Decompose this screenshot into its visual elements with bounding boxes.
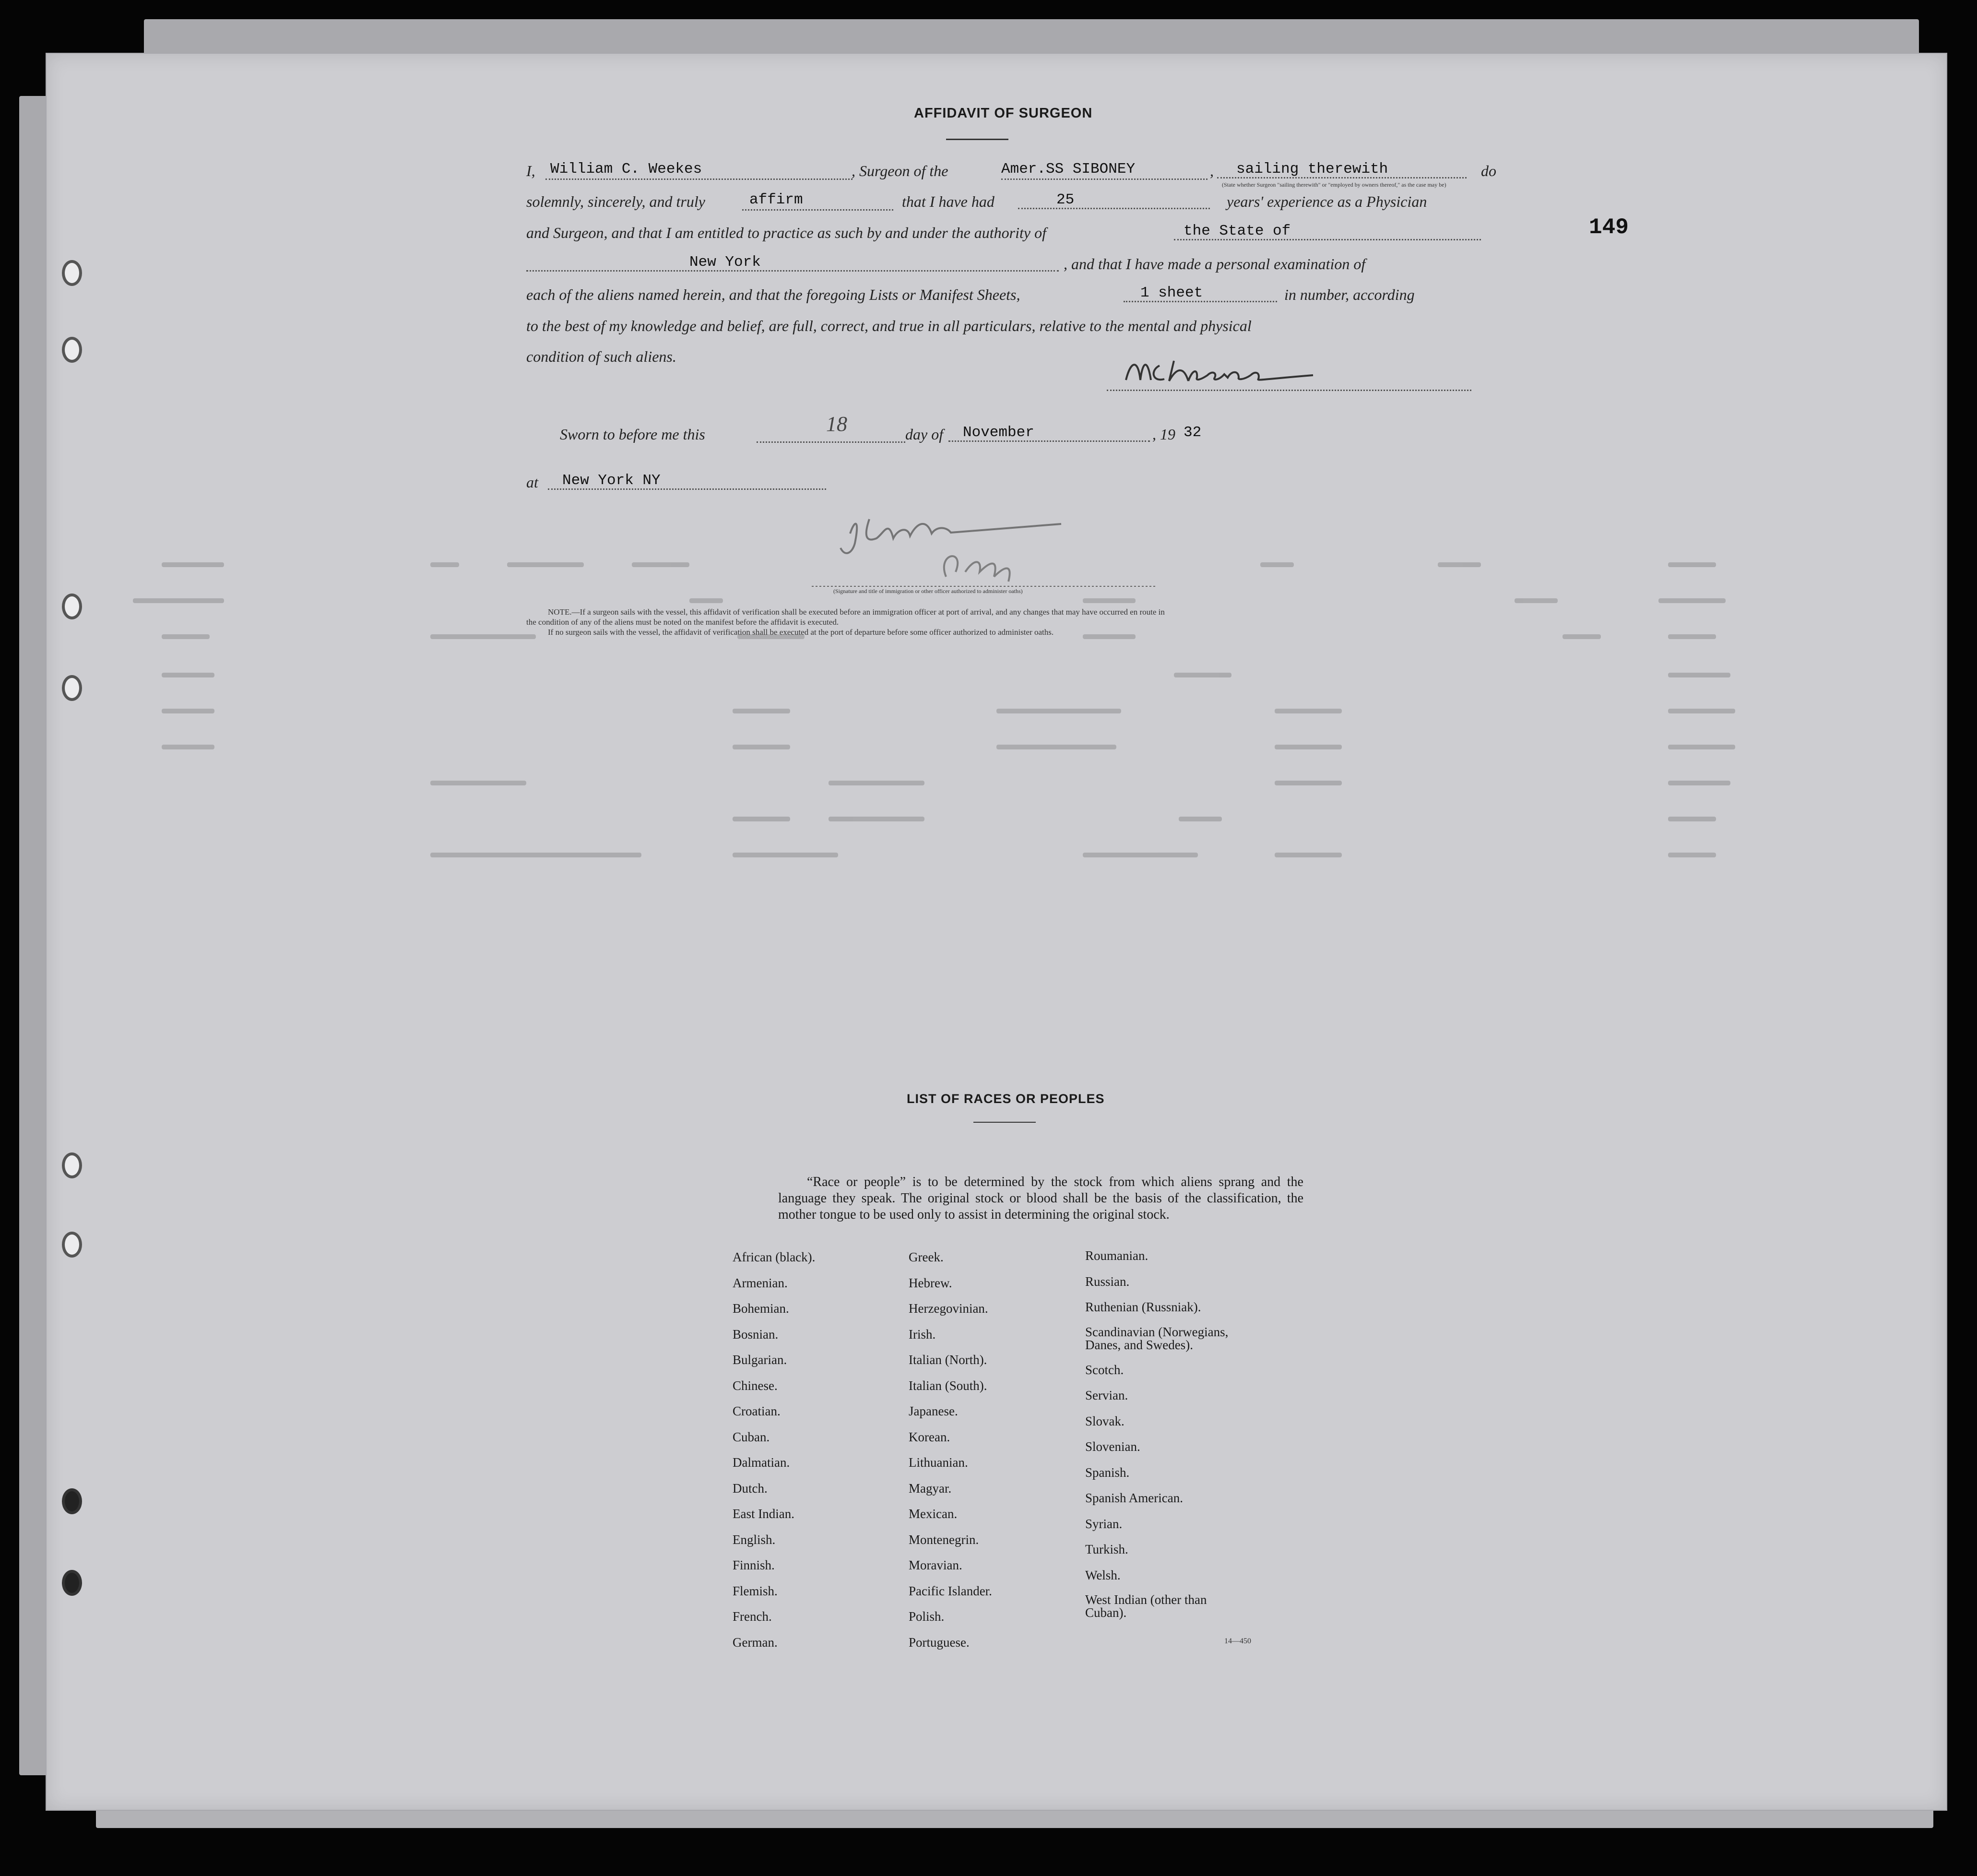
race-item: Turkish. xyxy=(1085,1542,1128,1556)
authority-field: the State of xyxy=(1174,223,1481,240)
race-item: Russian. xyxy=(1085,1274,1130,1289)
comma: , xyxy=(1210,162,1214,179)
race-item: Flemish. xyxy=(733,1583,778,1598)
race-item: Mexican. xyxy=(909,1507,958,1521)
sheets-field: 1 sheet xyxy=(1124,285,1277,302)
note-line-1: NOTE.—If a surgeon sails with the vessel, this affidavit of verification shall be executed before an immigration officer at port of arrival, and any changes that may have occurred en route in xyxy=(548,607,1165,617)
race-item: Greek. xyxy=(909,1250,944,1264)
race-item: Croatian. xyxy=(733,1404,781,1418)
binder-hole xyxy=(62,1488,82,1514)
races-column-2 xyxy=(909,1250,1091,1661)
race-item: Bulgarian. xyxy=(733,1353,787,1367)
officer-signature-caption: (Signature and title of immigration or other officer authorized to administer oaths) xyxy=(833,588,1023,594)
race-item: Roumanian. xyxy=(1085,1248,1148,1263)
status-note: (State whether Surgeon "sailing therewith" or "employed by owners thereof," as the case may be) xyxy=(1222,181,1446,188)
race-item: Welsh. xyxy=(1085,1567,1121,1582)
race-item: Spanish. xyxy=(1085,1465,1130,1480)
affidavit-line2-prefix: solemnly, sincerely, and truly xyxy=(526,193,705,210)
sworn-year-field: 32 xyxy=(1184,424,1202,441)
sworn-prefix: Sworn to before me this xyxy=(560,426,705,443)
affidavit-line3-prefix: and Surgeon, and that I am entitled to practice as such by and under the authority of xyxy=(526,224,1046,241)
binder-hole xyxy=(62,1570,82,1596)
race-item: Armenian. xyxy=(733,1275,788,1290)
affidavit-line2-suffix: years' experience as a Physician xyxy=(1227,193,1427,210)
affidavit-title: AFFIDAVIT OF SURGEON xyxy=(914,106,1093,121)
race-item: Irish. xyxy=(909,1327,936,1342)
race-item: Pacific Islander. xyxy=(909,1583,992,1598)
race-item: Cuban. xyxy=(733,1429,770,1444)
surgeon-signature xyxy=(1107,351,1471,391)
affidavit-line5-suffix: in number, according xyxy=(1284,286,1415,303)
affidavit-line2-mid: that I have had xyxy=(902,193,994,210)
affidavit-line4-suffix: , and that I have made a personal examination of xyxy=(1064,255,1366,273)
race-item: Dutch. xyxy=(733,1481,768,1496)
form-code: 14—450 xyxy=(1224,1637,1251,1645)
page-number: 149 xyxy=(1589,215,1629,240)
surgeon-status-field: sailing therewith xyxy=(1217,161,1467,178)
races-column-1 xyxy=(733,1250,915,1661)
binder-hole xyxy=(62,337,82,363)
race-item: Magyar. xyxy=(909,1481,952,1496)
race-item: Italian (South). xyxy=(909,1378,987,1393)
race-item: Syrian. xyxy=(1085,1516,1123,1531)
race-item: Moravian. xyxy=(909,1558,962,1572)
race-item: German. xyxy=(733,1635,778,1650)
affidavit-line1-suffix: do xyxy=(1481,162,1496,179)
sworn-month-field: November xyxy=(948,425,1150,442)
race-item: Slovak. xyxy=(1085,1413,1125,1428)
race-item: Spanish American. xyxy=(1085,1491,1183,1505)
sworn-year-prefix: , 19 xyxy=(1152,426,1175,443)
authority-cont-field: New York xyxy=(526,254,1059,272)
affirm-field: affirm xyxy=(742,192,893,211)
race-item: Dalmatian. xyxy=(733,1455,790,1470)
race-item: French. xyxy=(733,1609,772,1624)
race-item: Servian. xyxy=(1085,1388,1128,1402)
affidavit-line6: to the best of my knowledge and belief, are full, correct, and true in all particulars, relative to the mental and physical xyxy=(526,317,1252,334)
race-item: Finnish. xyxy=(733,1558,775,1572)
races-title: LIST OF RACES OR PEOPLES xyxy=(907,1092,1105,1106)
affidavit-line5-prefix: each of the aliens named herein, and that the foregoing Lists or Manifest Sheets, xyxy=(526,286,1020,303)
races-title-rule xyxy=(973,1122,1036,1123)
binder-hole xyxy=(62,260,82,286)
signature-graphic xyxy=(1116,351,1318,390)
years-field: 25 xyxy=(1018,192,1210,209)
affidavit-line7: condition of such aliens. xyxy=(526,348,676,365)
note-line-2: the condition of any of the aliens must be noted on the manifest before the affidavit is executed. xyxy=(526,617,839,627)
at-prefix: at xyxy=(526,474,538,491)
race-item: Slovenian. xyxy=(1085,1439,1140,1454)
bleed-through-marks xyxy=(133,553,1812,889)
sworn-mid: day of xyxy=(905,426,944,443)
title-rule xyxy=(946,139,1008,140)
race-item: Chinese. xyxy=(733,1378,778,1393)
race-item: Japanese. xyxy=(909,1404,958,1418)
race-item: Hebrew. xyxy=(909,1275,952,1290)
race-item: Montenegrin. xyxy=(909,1532,979,1547)
race-item: Bohemian. xyxy=(733,1301,789,1316)
race-item: Polish. xyxy=(909,1609,945,1624)
race-item: West Indian (other than Cuban). xyxy=(1085,1592,1207,1620)
race-item: Lithuanian. xyxy=(909,1455,968,1470)
affidavit-line1-prefix: I, xyxy=(526,162,535,179)
race-item: Bosnian. xyxy=(733,1327,779,1342)
document-page xyxy=(46,53,1947,1811)
race-item: Herzegovinian. xyxy=(909,1301,988,1316)
race-item: Scandinavian (Norwegians, Danes, and Swedes). xyxy=(1085,1324,1229,1352)
race-item: Ruthenian (Russniak). xyxy=(1085,1300,1201,1314)
race-item: African (black). xyxy=(733,1250,816,1264)
race-item: Korean. xyxy=(909,1429,950,1444)
races-column-3 xyxy=(1085,1248,1243,1630)
at-place-field: New York NY xyxy=(548,473,826,490)
ship-name-field: Amer.SS SIBONEY xyxy=(1001,161,1208,180)
race-item: Scotch. xyxy=(1085,1362,1124,1377)
binder-hole xyxy=(62,675,82,701)
race-item: Italian (North). xyxy=(909,1353,987,1367)
sworn-day-field: 18 xyxy=(757,416,905,443)
affidavit-line1-mid: , Surgeon of the xyxy=(852,162,948,179)
surgeon-name-field: William C. Weekes xyxy=(545,161,852,180)
binder-hole xyxy=(62,594,82,619)
races-intro: “Race or people” is to be determined by the stock from which aliens sprang and the language they speak. The original stock or blood shall be the basis of the classification, the mother tongue to be used only to assist in determining the original stock. xyxy=(778,1175,1303,1222)
binder-hole xyxy=(62,1152,82,1178)
race-item: Portuguese. xyxy=(909,1635,970,1650)
race-item: English. xyxy=(733,1532,776,1547)
note-line-3: If no surgeon sails with the vessel, the affidavit of verification shall be executed at the port of departure before some officer authorized to administer oaths. xyxy=(548,628,1054,637)
race-item: East Indian. xyxy=(733,1507,794,1521)
binder-hole xyxy=(62,1232,82,1258)
